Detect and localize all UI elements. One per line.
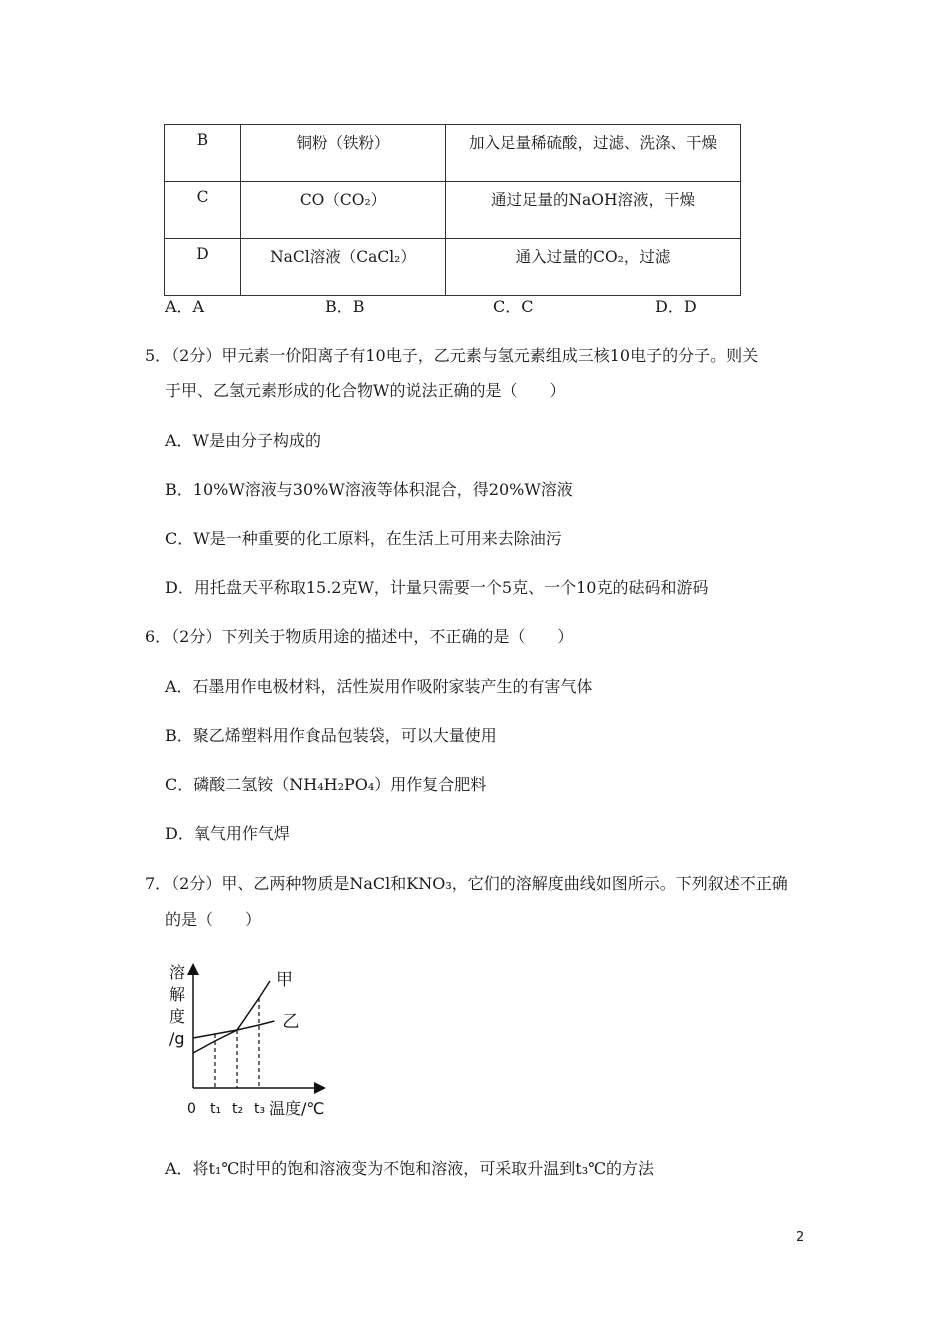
y-label-char: /g: [169, 1029, 185, 1048]
q5-option-a: A．W是由分子构成的: [165, 431, 322, 450]
answer-option-a: A．A: [165, 297, 205, 316]
series-label-1: 甲: [276, 970, 293, 990]
answer-option-b: B．B: [325, 297, 365, 316]
q6-option-a: A．石墨用作电极材料，活性炭用作吸附家装产生的有害气体: [165, 677, 593, 696]
q5-option-c: C．W是一种重要的化工原料，在生活上可用来去除油污: [165, 529, 562, 548]
series-label-2: 乙: [282, 1012, 300, 1032]
q5-option-d: D．用托盘天平称取15.2克W，计量只需要一个5克、一个10克的砝码和游码: [165, 578, 709, 597]
x-tick-label: t₂: [232, 1101, 244, 1117]
y-label-char: 溶: [169, 963, 186, 982]
y-axis-label: [169, 963, 185, 1048]
table-cell-method: 通过足量的NaOH溶液，干燥: [446, 182, 741, 239]
q5-stem-line2: 于甲、乙氢元素形成的化合物W的说法正确的是（ ）: [165, 381, 566, 400]
x-tick-label: 0: [187, 1101, 196, 1117]
table-cell-option: B: [165, 125, 241, 182]
series-line-2: [193, 1021, 274, 1038]
q6-option-c: C．磷酸二氢铵（NH₄H₂PO₄）用作复合肥料: [165, 775, 487, 794]
x-axis-label: 温度/℃: [269, 1099, 325, 1118]
table-cell-substance: NaCl溶液（CaCl₂）: [241, 239, 446, 296]
table-row: [165, 239, 741, 296]
table-row: [165, 182, 741, 239]
x-tick-label: t₃: [254, 1101, 266, 1117]
table-cell-substance: CO（CO₂）: [241, 182, 446, 239]
answer-option-d: D．D: [655, 297, 697, 316]
solubility-chart: [165, 958, 335, 1123]
y-label-char: 度: [169, 1007, 186, 1026]
q7-option-a: A．将t₁℃时甲的饱和溶液变为不饱和溶液，可采取升温到t₃℃的方法: [165, 1159, 655, 1178]
page-number: 2: [796, 1230, 805, 1245]
table-cell-method: 加入足量稀硫酸，过滤、洗涤、干燥: [446, 125, 741, 182]
answer-option-c: C．C: [493, 297, 534, 316]
table-cell-substance: 铜粉（铁粉）: [241, 125, 446, 182]
separation-table: [164, 124, 741, 296]
table-cell-option: C: [165, 182, 241, 239]
y-label-char: 解: [169, 985, 186, 1004]
table-cell-method: 通入过量的CO₂，过滤: [446, 239, 741, 296]
table-cell-option: D: [165, 239, 241, 296]
q6-stem-line1: 6．（2分）下列关于物质用途的描述中，不正确的是（ ）: [145, 627, 574, 646]
q6-option-b: B．聚乙烯塑料用作食品包装袋，可以大量使用: [165, 726, 497, 745]
q5-option-b: B．10%W溶液与30%W溶液等体积混合，得20%W溶液: [165, 480, 573, 499]
q5-stem-line1: 5．（2分）甲元素一价阳离子有10电子，乙元素与氢元素组成三核10电子的分子。则关: [145, 346, 759, 365]
q7-stem-line1: 7．（2分）甲、乙两种物质是NaCl和KNO₃，它们的溶解度曲线如图所示。下列叙述不正确: [145, 874, 788, 893]
x-tick-label: t₁: [210, 1101, 222, 1117]
q7-stem-line2: 的是（ ）: [165, 910, 262, 929]
table-row: [165, 125, 741, 182]
q6-option-d: D．氧气用作气焊: [165, 824, 290, 843]
